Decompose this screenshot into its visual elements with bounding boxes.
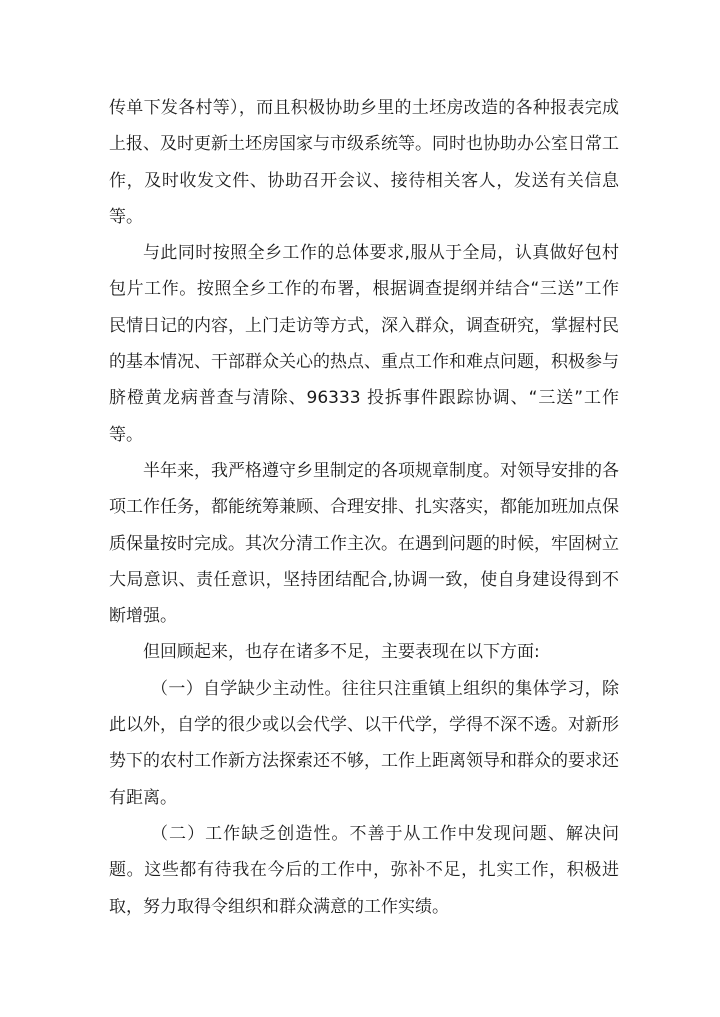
paragraph-shortcoming-two: （二）工作缺乏创造性。不善于从工作中发现问题、解决问题。这些都有待我在今后的工作中，弥补不足，扎实工作，积极进取，努力取得令组织和群众满意的工作实绩。 (109, 823, 619, 917)
paragraph-half-year: 半年来，我严格遵守乡里制定的各项规章制度。对领导安排的各项工作任务，都能统筹兼顾、合理安排、扎实落实，都能加班加点保质保量按时完成。其次分清工作主次。在遇到问题的时候，牢固树立大局意识、责任意识，坚持团结配合,协调一致，使自身建设得到不断增强。 (109, 460, 619, 627)
paragraph-village-work: 与此同时按照全乡工作的总体要求,服从于全局，认真做好包村包片工作。按照全乡工作的布署，根据调查提纲并结合“三送”工作民情日记的内容，上门走访等方式，深入群众，调查研究，掌握村民的基本情况、干部群众关心的热点、重点工作和难点问题，积极参与脐橙黄龙病普查与清除、96333 投拆事件跟踪协调、“三送”工作等。 (109, 243, 619, 445)
paragraph-shortcoming-one: （一）自学缺少主动性。往往只注重镇上组织的集体学习，除此以外，自学的很少或以会代学、以干代学，学得不深不透。对新形势下的农村工作新方法探索还不够，工作上距离领导和群众的要求还有距离。 (109, 678, 619, 808)
paragraph-continued: 传单下发各村等），而且积极协助乡里的土坯房改造的各种报表完成上报、及时更新土坯房国家与市级系统等。同时也协助办公室日常工作，及时收发文件、协助召开会议、接待相关客人，发送有关信息等。 (109, 98, 619, 227)
paragraph-shortcomings-intro: 但回顾起来，也存在诸多不足，主要表现在以下方面: (143, 642, 540, 663)
document-body (109, 90, 619, 925)
